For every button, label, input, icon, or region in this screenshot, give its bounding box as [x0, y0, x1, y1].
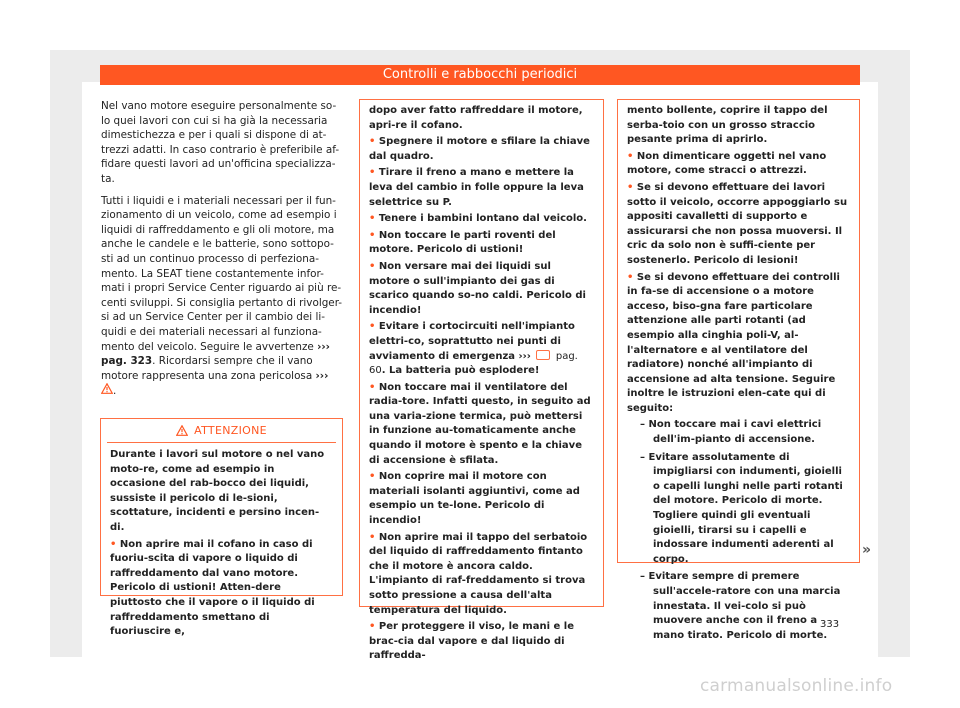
- warning-item: • Non toccare le parti roventi del motore. Pericolo di ustioni!: [369, 229, 556, 256]
- continue-mark: »: [862, 542, 872, 558]
- intro-column: [101, 99, 343, 406]
- warning-item: • Se si devono effettuare dei controlli in fa-se di accensione o a motore acceso, biso-gna fare particolare attenzione alle parti rotanti (ad esempio alla cinghia poli-V, al-l'alternatore e al ventilatore del radiatore) nonché all'impianto di accensione ad alta tensione. Seguire inoltre le istruzioni elen-cate qui di seguito:: [627, 271, 840, 414]
- section-title: Controlli e rabbocchi periodici: [382, 67, 578, 82]
- page-reference-link[interactable]: ››› pag. 323: [101, 340, 330, 368]
- warning-header: [107, 419, 336, 443]
- warning-item-continued: mento bollente, coprire il tappo del serba-toio con un grosso straccio pesante prima di aprirlo.: [627, 105, 828, 146]
- warning-item: • Non versare mai dei liquidi sul motore o sull'impianto dei gas di scarico quando so-no caldi. Pericolo di incendio!: [369, 260, 586, 316]
- warning-item: • Evitare i cortocircuiti nell'impianto elettri-co, soprattutto nei punti di avviamento di emergenza ››› pag. 60. La batteria può esplodere!: [369, 321, 578, 377]
- warning-item: • Non dimenticare oggetti nel vano motore, come stracci o attrezzi.: [627, 150, 827, 177]
- warning-item: • Non coprire mai il motore con materiali isolanti aggiuntivi, come ad esempio un te-lone. Pericolo di incendio!: [369, 471, 580, 527]
- warning-triangle-icon: [101, 383, 113, 394]
- warning-text: [101, 443, 342, 640]
- warning-intro: Durante i lavori sul motore o nel vano moto-re, come ad esempio in occasione del rab-bocco dei liquidi, sussiste il pericolo di le-sioni, scottature, incidenti e persino incen-di.: [110, 449, 325, 533]
- warning-item: • Non aprire mai il tappo del serbatoio del liquido di raffreddamento fintanto che il motore è ancora caldo. L'impianto di raf-freddamento si trova sotto pressione a causa dell'alta temperatura del liquido.: [369, 531, 588, 616]
- page-reference-link[interactable]: pag. 60: [369, 350, 578, 377]
- page-number: 333: [820, 619, 840, 630]
- warning-item: • Spegnere il motore e sfilare la chiave dal quadro.: [369, 136, 590, 162]
- warning-reference-link[interactable]: ›››: [315, 369, 329, 382]
- intro-paragraph-2: Tutti i liquidi e i materiali necessari per il fun-zionamento di un veicolo, come ad esempio i liquidi di raffreddamento e gli oli motore, ma anche le candele e le batterie, sono sottopo-sti ad un continuo processo di perfeziona-mento. La SEAT tiene costantemente infor-mati i propri Service Center riguardo ai più re-centi sviluppi. Si consiglia pertanto di rivolger-si ad un Service Center per il cambio dei li-quidi e dei materiali necessari al funziona-mento del veicolo. Seguire le avvertenze ››› pag. 323. Ricordarsi sempre che il vano motore rappresenta una zona pericolosa ››› .: [101, 194, 343, 398]
- warning-text: [360, 100, 603, 664]
- warning-item: • Non aprire mai il cofano in caso di fuoriu-scita di vapore o liquido di raffreddamento dal vano motore. Pericolo di ustioni! Atten-dere piuttosto che il vapore o il liquido di raffreddamento smettano di fuoriuscire e,: [110, 538, 315, 638]
- warning-subitem: – Non toccare mai i cavi elettrici dell'im-pianto di accensione.: [640, 419, 822, 446]
- reference-link[interactable]: ›››: [518, 350, 531, 362]
- warning-item: • Se si devono effettuare dei lavori sotto il veicolo, occorre appoggiarlo su appositi cavalletti di supporto e assicurarsi che non possa muoversi. Il cric da solo non è suffi-ciente per sostenerlo. Pericolo di lesioni!: [627, 181, 848, 266]
- warning-item-continued: dopo aver fatto raffreddare il motore, apri-re il cofano.: [369, 105, 583, 131]
- warning-item: • Tirare il freno a mano e mettere la leva del cambio in folle oppure la leva selettrice su P.: [369, 167, 584, 208]
- intro-paragraph-1: Nel vano motore eseguire personalmente so-lo quei lavori con cui si ha già la necessaria dimestichezza e per i quali si dispone di at-trezzi adatti. In caso contrario è preferibile af-fidare questi lavori ad un'officina specializza-ta.: [101, 100, 340, 185]
- book-reference-icon: [536, 350, 550, 360]
- warning-subitem: – Evitare sempre di premere sull'accele-ratore con una marcia innestata. Il vei-colo si può muovere anche con il freno a mano tirato. Pericolo di morte.: [640, 571, 841, 641]
- watermark: carmanualsonline.info: [700, 676, 893, 696]
- warning-item: • Non toccare mai il ventilatore del radia-tore. Infatti questo, in seguito ad una varia-zione termica, può mettersi in funzione au-tomaticamente anche quando il motore è spento e la chiave di accensione è sfilata.: [369, 381, 591, 466]
- section-header: [100, 65, 860, 85]
- warning-box-continued: [359, 99, 604, 662]
- warning-item: • Per proteggere il viso, le mani e le brac-cia dal vapore e dal liquido di raffredda-: [369, 621, 574, 662]
- warning-title: ATTENZIONE: [194, 424, 267, 437]
- warning-triangle-icon: [176, 425, 188, 436]
- warning-text: [618, 100, 859, 643]
- warning-box: [100, 418, 343, 638]
- warning-item: • Tenere i bambini lontano dal veicolo.: [369, 213, 587, 225]
- warning-subitem: – Evitare assolutamente di impigliarsi con indumenti, gioielli o capelli lunghi nelle parti rotanti del motore. Pericolo di morte. Togliere quindi gli eventuali gioielli, tirarsi su i capelli e indossare indumenti aderenti al corpo.: [640, 451, 843, 565]
